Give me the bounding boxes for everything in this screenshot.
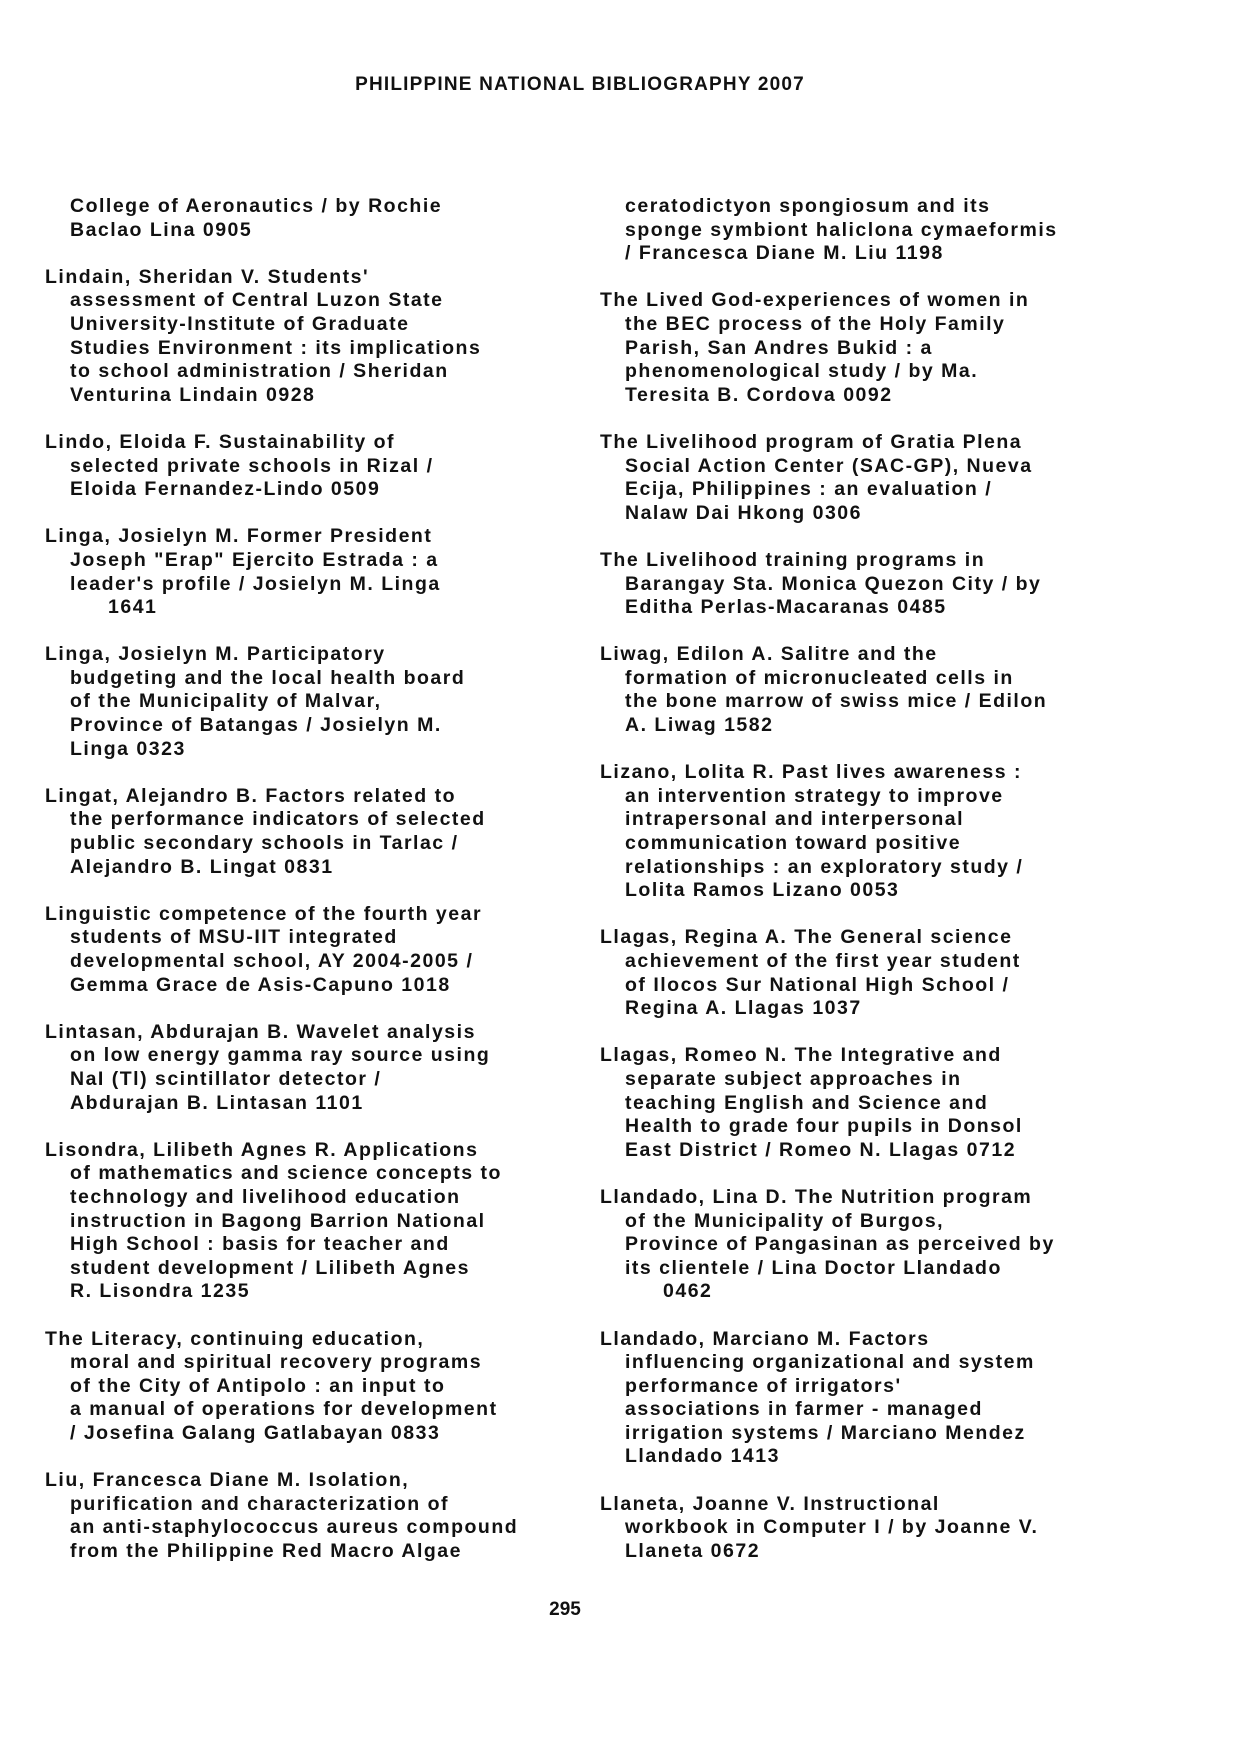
entry-line: of the Municipality of Burgos,: [625, 1209, 945, 1232]
entry-line: of the City of Antipolo : an input to: [70, 1374, 446, 1397]
entry-line: a manual of operations for development: [70, 1398, 498, 1421]
entry-line: R. Lisondra 1235: [70, 1280, 251, 1303]
bibliography-entry: [600, 1328, 1120, 1470]
entry-line: / Josefina Galang Gatlabayan 0833: [70, 1421, 441, 1444]
entry-line: of the Municipality of Malvar,: [70, 690, 382, 713]
entry-line: developmental school, AY 2004-2005 /: [70, 950, 474, 972]
bibliography-entry: [45, 1139, 565, 1304]
entry-line: public secondary schools in Tarlac /: [70, 832, 459, 855]
entry-line: Lingat, Alejandro B. Factors related to: [45, 784, 456, 807]
entry-line: High School : basis for teacher and: [70, 1233, 450, 1256]
entry-line: Editha Perlas-Macaranas 0485: [625, 596, 947, 619]
entry-line: The Livelihood program of Gratia Plena: [600, 430, 1023, 453]
bibliography-entry: [600, 1493, 1120, 1564]
entry-line: an anti-staphylococcus aureus compound: [70, 1516, 519, 1539]
right-column: [600, 195, 1120, 1587]
entry-line: from the Philippine Red Macro Algae: [70, 1539, 462, 1562]
entry-line: workbook in Computer I / by Joanne V.: [625, 1516, 1039, 1539]
entry-line: purification and characterization of: [70, 1492, 450, 1515]
page-title: PHILIPPINE NATIONAL BIBLIOGRAPHY 2007: [355, 74, 805, 95]
entry-line: of mathematics and science concepts to: [70, 1162, 502, 1185]
entry-line: achievement of the first year student: [625, 950, 1021, 972]
entry-line: separate subject approaches in: [625, 1067, 962, 1090]
bibliography-entry: [45, 1328, 565, 1446]
entry-line: Lizano, Lolita R. Past lives awareness :: [600, 761, 1022, 784]
entry-line: Lisondra, Lilibeth Agnes R. Applications: [45, 1138, 479, 1161]
entry-line: technology and livelihood education: [70, 1185, 461, 1208]
entry-line: Llandado, Lina D. The Nutrition program: [600, 1185, 1033, 1208]
bibliography-entry: [600, 926, 1120, 1020]
entry-line: associations in farmer - managed: [625, 1398, 983, 1421]
entry-line: Health to grade four pupils in Donsol: [625, 1115, 1023, 1138]
entry-line: The Livelihood training programs in: [600, 548, 986, 571]
entry-line: College of Aeronautics / by Rochie: [70, 195, 443, 217]
entry-line: Lolita Ramos Lizano 0053: [625, 879, 900, 902]
entry-line: Lindain, Sheridan V. Students': [45, 265, 370, 288]
entry-line: A. Liwag 1582: [625, 714, 774, 737]
entry-line: ceratodictyon spongiosum and its: [625, 195, 991, 217]
entry-line: Llaneta, Joanne V. Instructional: [600, 1492, 940, 1515]
entry-line: Linga, Josielyn M. Former President: [45, 525, 433, 548]
bibliography-entry: [600, 289, 1120, 407]
entry-line: Linguistic competence of the fourth year: [45, 902, 483, 925]
entry-line: the bone marrow of swiss mice / Edilon: [625, 690, 1048, 713]
entry-line: Baclao Lina 0905: [70, 218, 253, 241]
entry-line: Abdurajan B. Lintasan 1101: [70, 1091, 364, 1114]
entry-line: teaching English and Science and: [625, 1091, 989, 1114]
entry-line: Ecija, Philippines : an evaluation /: [625, 478, 993, 501]
entry-line: assessment of Central Luzon State: [70, 289, 444, 312]
bibliography-entry: [45, 1469, 565, 1563]
entry-line: on low energy gamma ray source using: [70, 1044, 491, 1067]
entry-line: Studies Environment : its implications: [70, 336, 482, 359]
entry-line: Llandado 1413: [625, 1445, 780, 1468]
entry-line: the BEC process of the Holy Family: [625, 312, 1006, 335]
entry-line: University-Institute of Graduate: [70, 312, 410, 335]
entry-line: Linga, Josielyn M. Participatory: [45, 643, 386, 666]
entry-line: phenomenological study / by Ma.: [625, 360, 979, 383]
bibliography-entry: [600, 549, 1120, 620]
entry-line: relationships : an exploratory study /: [625, 855, 1024, 878]
entry-line: Llagas, Regina A. The General science: [600, 926, 1013, 949]
entry-line: The Literacy, continuing education,: [45, 1327, 425, 1350]
entry-line: formation of micronucleated cells in: [625, 666, 1014, 689]
bibliography-entry: [600, 761, 1120, 903]
bibliography-entry: [45, 525, 565, 619]
bibliography-entry: [45, 1021, 565, 1115]
entry-line: Alejandro B. Lingat 0831: [70, 855, 334, 878]
entry-line: Parish, San Andres Bukid : a: [625, 336, 933, 359]
bibliography-entry: [45, 643, 565, 761]
entry-line: student development / Lilibeth Agnes: [70, 1256, 470, 1279]
entry-line: influencing organizational and system: [625, 1351, 1035, 1374]
entry-line: Venturina Lindain 0928: [70, 383, 316, 406]
entry-line: NaI (Tl) scintillator detector /: [70, 1067, 382, 1090]
entry-line: an intervention strategy to improve: [625, 784, 1004, 807]
entry-line: 0462: [663, 1280, 713, 1303]
entry-line: instruction in Bagong Barrion National: [70, 1209, 486, 1232]
bibliography-entry: [45, 431, 565, 502]
entry-line: Social Action Center (SAC-GP), Nueva: [625, 454, 1033, 477]
bibliography-entry: [45, 785, 565, 879]
entry-line: Teresita B. Cordova 0092: [625, 383, 893, 406]
bibliography-entry: [600, 195, 1120, 266]
entry-line: to school administration / Sheridan: [70, 360, 449, 383]
entry-line: Linga 0323: [70, 737, 186, 760]
entry-line: Llagas, Romeo N. The Integrative and: [600, 1044, 1002, 1067]
entry-line: the performance indicators of selected: [70, 808, 486, 831]
entry-line: Province of Batangas / Josielyn M.: [70, 714, 442, 737]
bibliography-entry: [600, 1044, 1120, 1162]
entry-line: Gemma Grace de Asis-Capuno 1018: [70, 973, 451, 996]
entry-line: Province of Pangasinan as perceived by: [625, 1233, 1055, 1256]
entry-line: communication toward positive: [625, 832, 962, 855]
entry-line: Llaneta 0672: [625, 1539, 761, 1562]
bibliography-entry: [45, 903, 565, 997]
entry-line: The Lived God-experiences of women in: [600, 289, 1030, 312]
entry-line: leader's profile / Josielyn M. Linga: [70, 572, 441, 595]
entry-line: budgeting and the local health board: [70, 666, 466, 689]
entry-line: selected private schools in Rizal /: [70, 454, 434, 477]
bibliography-entry: [45, 195, 565, 242]
page-number: 295: [549, 1599, 581, 1620]
entry-line: / Francesca Diane M. Liu 1198: [625, 242, 944, 265]
entry-line: intrapersonal and interpersonal: [625, 808, 965, 831]
bibliography-entry: [600, 431, 1120, 525]
entry-line: performance of irrigators': [625, 1374, 902, 1397]
entry-line: irrigation systems / Marciano Mendez: [625, 1421, 1026, 1444]
bibliography-entry: [600, 1186, 1120, 1304]
bibliography-entry: [600, 643, 1120, 737]
entry-line: sponge symbiont haliclona cymaeformis: [625, 218, 1058, 241]
entry-line: Lindo, Eloida F. Sustainability of: [45, 430, 396, 453]
entry-line: Liwag, Edilon A. Salitre and the: [600, 643, 938, 666]
entry-line: Barangay Sta. Monica Quezon City / by: [625, 572, 1042, 595]
entry-line: Llandado, Marciano M. Factors: [600, 1327, 930, 1350]
left-column: [45, 195, 565, 1587]
entry-line: Eloida Fernandez-Lindo 0509: [70, 478, 381, 501]
bibliography-entry: [45, 266, 565, 408]
entry-line: moral and spiritual recovery programs: [70, 1351, 483, 1374]
entry-line: East District / Romeo N. Llagas 0712: [625, 1138, 1017, 1161]
entry-line: 1641: [108, 596, 158, 619]
entry-line: Lintasan, Abdurajan B. Wavelet analysis: [45, 1020, 476, 1043]
entry-line: Nalaw Dai Hkong 0306: [625, 501, 862, 524]
entry-line: Liu, Francesca Diane M. Isolation,: [45, 1469, 410, 1492]
entry-line: Regina A. Llagas 1037: [625, 997, 862, 1020]
entry-line: of Ilocos Sur National High School /: [625, 973, 1010, 996]
entry-line: its clientele / Lina Doctor Llandado: [625, 1256, 1002, 1279]
entry-line: students of MSU-IIT integrated: [70, 926, 398, 949]
entry-line: Joseph "Erap" Ejercito Estrada : a: [70, 548, 439, 571]
